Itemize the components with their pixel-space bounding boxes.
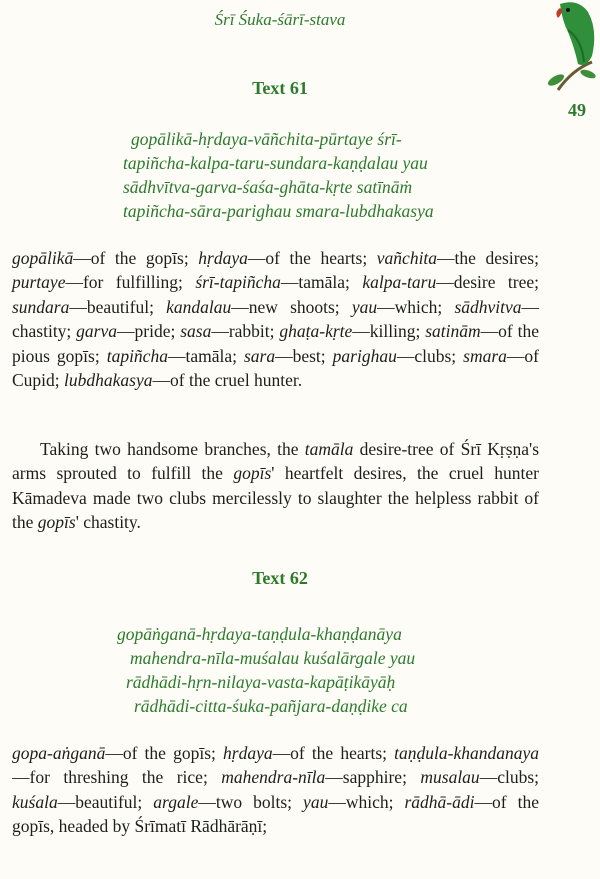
gloss-term: argale <box>153 791 199 812</box>
gloss-meaning: tamāla; <box>298 272 363 293</box>
verse-line: tapiñcha-kalpa-taru-sundara-kaṇḍalau yau <box>123 153 428 173</box>
gloss-meaning: of the hearts; <box>290 743 395 763</box>
gloss-meaning: of the cruel hunter. <box>170 370 303 391</box>
gloss-term: garva <box>76 321 117 342</box>
gloss-meaning: beautiful; <box>75 791 154 812</box>
gloss-term: sundara <box>12 296 70 317</box>
gloss-term: yau <box>303 791 329 812</box>
gloss-term: smara <box>463 345 507 366</box>
gloss-term: taṇḍula-khandanaya <box>394 743 539 763</box>
gloss-term: kandalau <box>166 296 232 317</box>
translation-text: desire-tree of Śrī Kṛṣṇa's arms sprouted to fulfill the <box>12 439 540 484</box>
gloss-meaning: for fulfilling; <box>82 272 196 293</box>
gloss-meaning: new shoots; <box>248 296 352 317</box>
gloss-term: kalpa-taru <box>362 272 437 293</box>
gloss-meaning: killing; <box>369 321 426 342</box>
gloss-term: vañchita <box>376 248 438 268</box>
text-61-title: Text 61 <box>252 78 308 98</box>
text-62-word-meanings: gopa-aṅganā—of the gopīs; hṛdaya—of the hearts; taṇḍula-khandanaya—for threshing the rice; mahendra-nīla—sapphire; musalau—clubs; kuśala—beautiful; argale—two bolts; yau—which; rādhā-ādi—of the gopīs, headed by Śrīmatī Rādhārāṇī; <box>12 743 539 837</box>
gloss-meaning: of the gopīs; <box>90 248 199 268</box>
gloss-term: gopa-aṅganā <box>12 743 106 763</box>
translation-italic: gopīs <box>233 463 272 484</box>
gloss-term: kuśala <box>12 791 58 812</box>
translation-italic: gopīs <box>37 512 76 533</box>
gloss-meaning: best; <box>292 345 333 366</box>
gloss-term: parighau <box>332 345 397 366</box>
gloss-meaning: beautiful; <box>86 296 167 317</box>
gloss-meaning: rabbit; <box>228 321 280 342</box>
gloss-meaning: tamāla; <box>185 345 244 366</box>
gloss-term: purtaye <box>12 272 66 293</box>
gloss-term: sara <box>243 345 276 366</box>
gloss-term: rādhā-ādi <box>404 791 475 812</box>
translation-text: ' heartfelt desires, the cruel hunter Kāmadeva made two clubs mercilessly to slaughter the helpless rabbit of the <box>12 463 539 533</box>
text-61-verse <box>123 127 434 223</box>
translation-text: ' chastity. <box>75 512 141 533</box>
gloss-term: śrī-tapiñcha <box>195 272 281 293</box>
text-62-verse <box>117 622 415 718</box>
gloss-meaning: of the pious gopīs; <box>12 321 540 366</box>
gloss-meaning: of Cupid; <box>12 345 539 391</box>
gloss-meaning: the desires; <box>454 248 539 268</box>
translation-italic: tamāla <box>304 439 354 459</box>
gloss-term: lubdhakasya <box>64 370 153 391</box>
gloss-term: ghaṭa-kṛte <box>279 321 353 342</box>
text-61-word-meanings: gopālikā—of the gopīs; hṛdaya—of the hearts; vañchita—the desires; purtaye—for fulfilling; śrī-tapiñcha—tamāla; kalpa-taru—desire tree; sundara—beautiful; kandalau—new shoots; yau—which; sādhvitva—chastity; garva—pride; sasa—rabbit; ghaṭa-kṛte—killing; satinām—of the pious gopīs; tapiñcha—tamāla; sara—best; parighau—clubs; smara—of Cupid; lubdhakasya—of the cruel hunter. <box>12 248 540 391</box>
gloss-meaning: which; <box>345 791 405 812</box>
verse-line: gopālikā-hṛdaya-vāñchita-pūrtaye śrī- <box>131 129 402 149</box>
gloss-meaning: clubs; <box>497 767 539 788</box>
gloss-meaning: clubs; <box>414 345 464 366</box>
gloss-term: satinām <box>425 321 481 342</box>
gloss-term: gopālikā <box>12 248 74 268</box>
gloss-meaning: of the gopīs; <box>122 743 224 763</box>
verse-line: sādhvītva-garva-śaśa-ghāta-kṛte satīnāṁ <box>123 177 413 197</box>
gloss-term: tapiñcha <box>106 345 168 366</box>
gloss-meaning: chastity; <box>12 321 77 342</box>
gloss-term: sādhvitva <box>454 296 522 317</box>
text-62-title: Text 62 <box>252 568 308 588</box>
translation-text: Taking two handsome branches, the <box>40 439 305 459</box>
gloss-term: musalau <box>420 767 480 788</box>
gloss-meaning: sapphire; <box>342 767 421 788</box>
gloss-meaning: of the gopīs, headed by Śrīmatī Rādhārāṇī; <box>12 791 539 837</box>
gloss-term: yau <box>351 296 378 317</box>
verse-line: rādhādi-citta-śuka-pañjara-daṇḍike ca <box>134 696 408 716</box>
verse-line: mahendra-nīla-muśalau kuśalārgale yau <box>130 648 416 668</box>
gloss-meaning: for threshing the rice; <box>29 767 222 788</box>
verse-line: gopāṅganā-hṛdaya-taṇḍula-khaṇḍanāya <box>117 624 402 644</box>
gloss-meaning: pride; <box>134 321 181 342</box>
page-number: 49 <box>568 100 586 120</box>
verse-line: tapiñcha-sāra-parighau smara-lubdhakasya <box>123 201 434 221</box>
gloss-term: hṛdaya <box>198 248 248 268</box>
gloss-term: hṛdaya <box>223 743 273 763</box>
gloss-term: sasa <box>180 321 212 342</box>
gloss-meaning: which; <box>394 296 455 317</box>
text-61-translation <box>12 437 539 535</box>
gloss-meaning: desire tree; <box>453 272 539 293</box>
verse-line: rādhādi-hṛn-nilaya-vasta-kapāṭikāyāḥ <box>126 672 396 692</box>
running-head: Śrī Śuka-śārī-stava <box>214 10 346 29</box>
gloss-meaning: of the hearts; <box>265 248 377 268</box>
gloss-term: mahendra-nīla <box>221 767 326 788</box>
gloss-meaning: two bolts; <box>215 791 304 812</box>
